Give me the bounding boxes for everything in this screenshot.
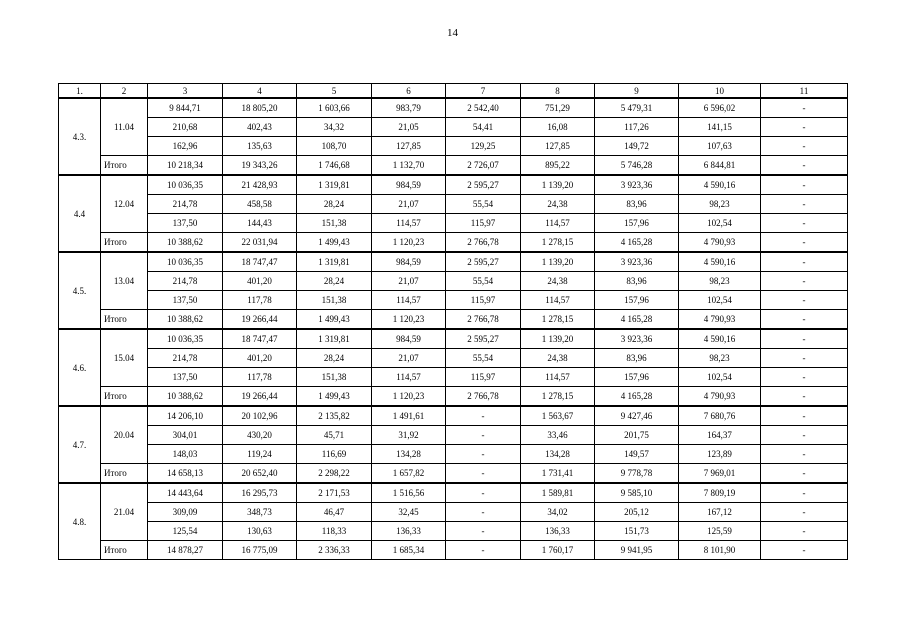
total-value-cell: 20 652,40: [223, 464, 297, 484]
value-cell: 136,33: [372, 522, 446, 541]
value-cell: 2 595,27: [446, 252, 521, 272]
value-cell: 148,03: [148, 445, 223, 464]
value-cell: 137,50: [148, 291, 223, 310]
value-cell: 28,24: [297, 195, 372, 214]
total-value-cell: 1 685,34: [372, 541, 446, 560]
total-value-cell: 1 120,23: [372, 387, 446, 407]
total-label: Итого: [101, 310, 148, 330]
column-header: 11: [761, 84, 848, 99]
value-cell: -: [761, 329, 848, 349]
value-cell: 114,57: [372, 214, 446, 233]
value-cell: -: [761, 137, 848, 156]
value-cell: 5 479,31: [595, 98, 679, 118]
table-row: [59, 137, 848, 156]
table-row: [59, 349, 848, 368]
value-cell: 214,78: [148, 195, 223, 214]
value-cell: 31,92: [372, 426, 446, 445]
value-cell: 115,97: [446, 214, 521, 233]
total-value-cell: 16 775,09: [223, 541, 297, 560]
value-cell: -: [761, 426, 848, 445]
value-cell: 157,96: [595, 214, 679, 233]
data-table: [58, 83, 848, 560]
value-cell: 130,63: [223, 522, 297, 541]
value-cell: -: [761, 272, 848, 291]
value-cell: 28,24: [297, 349, 372, 368]
total-value-cell: 19 266,44: [223, 387, 297, 407]
value-cell: 119,24: [223, 445, 297, 464]
column-header: 6: [372, 84, 446, 99]
value-cell: 157,96: [595, 291, 679, 310]
total-value-cell: 22 031,94: [223, 233, 297, 253]
total-value-cell: -: [446, 541, 521, 560]
value-cell: 127,85: [521, 137, 595, 156]
value-cell: 118,33: [297, 522, 372, 541]
value-cell: 10 036,35: [148, 252, 223, 272]
total-label: Итого: [101, 464, 148, 484]
value-cell: -: [761, 445, 848, 464]
total-value-cell: 1 731,41: [521, 464, 595, 484]
value-cell: -: [761, 522, 848, 541]
column-header: 7: [446, 84, 521, 99]
section-number: 4.3.: [59, 98, 101, 175]
value-cell: 137,50: [148, 368, 223, 387]
value-cell: 9 844,71: [148, 98, 223, 118]
table-row: [59, 503, 848, 522]
total-value-cell: -: [761, 156, 848, 176]
value-cell: 83,96: [595, 349, 679, 368]
value-cell: 34,32: [297, 118, 372, 137]
value-cell: 1 319,81: [297, 175, 372, 195]
value-cell: 21,07: [372, 195, 446, 214]
date-cell: 11.04: [101, 98, 148, 156]
value-cell: 10 036,35: [148, 175, 223, 195]
section-number: 4.6.: [59, 329, 101, 406]
value-cell: 134,28: [521, 445, 595, 464]
value-cell: 3 923,36: [595, 252, 679, 272]
total-row: [59, 156, 848, 176]
value-cell: 3 923,36: [595, 175, 679, 195]
value-cell: 14 206,10: [148, 406, 223, 426]
total-value-cell: -: [761, 233, 848, 253]
value-cell: 98,23: [679, 349, 761, 368]
value-cell: -: [761, 291, 848, 310]
table-row: [59, 522, 848, 541]
value-cell: 309,09: [148, 503, 223, 522]
value-cell: 10 036,35: [148, 329, 223, 349]
value-cell: 107,63: [679, 137, 761, 156]
table-row: [59, 329, 848, 349]
value-cell: -: [761, 118, 848, 137]
date-cell: 21.04: [101, 483, 148, 541]
total-value-cell: 1 499,43: [297, 233, 372, 253]
value-cell: 117,26: [595, 118, 679, 137]
value-cell: 2 595,27: [446, 329, 521, 349]
value-cell: 116,69: [297, 445, 372, 464]
value-cell: -: [761, 349, 848, 368]
total-row: [59, 233, 848, 253]
total-value-cell: 7 969,01: [679, 464, 761, 484]
total-row: [59, 464, 848, 484]
value-cell: 214,78: [148, 272, 223, 291]
total-value-cell: 2 726,07: [446, 156, 521, 176]
value-cell: 102,54: [679, 368, 761, 387]
total-value-cell: 2 336,33: [297, 541, 372, 560]
value-cell: 46,47: [297, 503, 372, 522]
value-cell: 115,97: [446, 291, 521, 310]
value-cell: -: [761, 175, 848, 195]
value-cell: 3 923,36: [595, 329, 679, 349]
total-value-cell: -: [446, 464, 521, 484]
date-cell: 13.04: [101, 252, 148, 310]
total-label: Итого: [101, 233, 148, 253]
value-cell: 98,23: [679, 195, 761, 214]
value-cell: 123,89: [679, 445, 761, 464]
value-cell: 136,33: [521, 522, 595, 541]
total-label: Итого: [101, 156, 148, 176]
value-cell: 751,29: [521, 98, 595, 118]
total-value-cell: -: [761, 387, 848, 407]
value-cell: 984,59: [372, 175, 446, 195]
column-header: 9: [595, 84, 679, 99]
value-cell: 304,01: [148, 426, 223, 445]
value-cell: 210,68: [148, 118, 223, 137]
value-cell: 32,45: [372, 503, 446, 522]
value-cell: 2 171,53: [297, 483, 372, 503]
value-cell: 201,75: [595, 426, 679, 445]
value-cell: -: [761, 483, 848, 503]
total-value-cell: 4 165,28: [595, 387, 679, 407]
total-value-cell: 2 766,78: [446, 310, 521, 330]
table-row: [59, 98, 848, 118]
value-cell: 401,20: [223, 349, 297, 368]
value-cell: 214,78: [148, 349, 223, 368]
total-value-cell: 895,22: [521, 156, 595, 176]
value-cell: 7 809,19: [679, 483, 761, 503]
value-cell: 157,96: [595, 368, 679, 387]
column-header: 4: [223, 84, 297, 99]
value-cell: 1 319,81: [297, 329, 372, 349]
total-value-cell: 4 790,93: [679, 387, 761, 407]
column-header: 8: [521, 84, 595, 99]
page-number: 14: [447, 27, 458, 39]
value-cell: 18 747,47: [223, 252, 297, 272]
value-cell: 24,38: [521, 195, 595, 214]
value-cell: 1 516,56: [372, 483, 446, 503]
section-number: 4.4: [59, 175, 101, 252]
value-cell: 2 542,40: [446, 98, 521, 118]
total-value-cell: 1 120,23: [372, 310, 446, 330]
value-cell: 9 585,10: [595, 483, 679, 503]
total-label: Итого: [101, 541, 148, 560]
value-cell: -: [761, 214, 848, 233]
value-cell: 430,20: [223, 426, 297, 445]
value-cell: 129,25: [446, 137, 521, 156]
value-cell: 134,28: [372, 445, 446, 464]
value-cell: 162,96: [148, 137, 223, 156]
table-row: [59, 175, 848, 195]
value-cell: 102,54: [679, 291, 761, 310]
total-value-cell: 2 766,78: [446, 233, 521, 253]
value-cell: 1 139,20: [521, 175, 595, 195]
total-row: [59, 541, 848, 560]
total-value-cell: 1 746,68: [297, 156, 372, 176]
value-cell: 149,57: [595, 445, 679, 464]
value-cell: -: [446, 406, 521, 426]
total-value-cell: 6 844,81: [679, 156, 761, 176]
value-cell: 1 319,81: [297, 252, 372, 272]
value-cell: 151,73: [595, 522, 679, 541]
section-number: 4.7.: [59, 406, 101, 483]
value-cell: 1 139,20: [521, 329, 595, 349]
value-cell: -: [761, 195, 848, 214]
value-cell: -: [446, 483, 521, 503]
table-body: [59, 84, 848, 560]
total-value-cell: -: [761, 310, 848, 330]
total-value-cell: 14 878,27: [148, 541, 223, 560]
value-cell: 151,38: [297, 291, 372, 310]
table-row: [59, 368, 848, 387]
value-cell: 54,41: [446, 118, 521, 137]
total-value-cell: 19 266,44: [223, 310, 297, 330]
value-cell: 135,63: [223, 137, 297, 156]
value-cell: 83,96: [595, 272, 679, 291]
value-cell: 114,57: [372, 368, 446, 387]
value-cell: 21 428,93: [223, 175, 297, 195]
value-cell: 6 596,02: [679, 98, 761, 118]
column-header: 5: [297, 84, 372, 99]
value-cell: 4 590,16: [679, 329, 761, 349]
total-value-cell: 10 388,62: [148, 310, 223, 330]
total-value-cell: 1 657,82: [372, 464, 446, 484]
total-value-cell: 5 746,28: [595, 156, 679, 176]
section-number: 4.5.: [59, 252, 101, 329]
value-cell: 1 589,81: [521, 483, 595, 503]
value-cell: 7 680,76: [679, 406, 761, 426]
total-value-cell: 1 278,15: [521, 233, 595, 253]
value-cell: 1 603,66: [297, 98, 372, 118]
value-cell: 34,02: [521, 503, 595, 522]
table-row: [59, 426, 848, 445]
value-cell: 115,97: [446, 368, 521, 387]
value-cell: 98,23: [679, 272, 761, 291]
value-cell: 401,20: [223, 272, 297, 291]
value-cell: 149,72: [595, 137, 679, 156]
value-cell: 144,43: [223, 214, 297, 233]
header-row: [59, 84, 848, 99]
table-row: [59, 214, 848, 233]
date-cell: 12.04: [101, 175, 148, 233]
value-cell: 4 590,16: [679, 252, 761, 272]
value-cell: 151,38: [297, 368, 372, 387]
total-value-cell: 1 132,70: [372, 156, 446, 176]
column-header: 10: [679, 84, 761, 99]
value-cell: 117,78: [223, 368, 297, 387]
value-cell: 28,24: [297, 272, 372, 291]
value-cell: 102,54: [679, 214, 761, 233]
value-cell: 167,12: [679, 503, 761, 522]
total-value-cell: 2 298,22: [297, 464, 372, 484]
table-row: [59, 118, 848, 137]
value-cell: 55,54: [446, 195, 521, 214]
column-header: 3: [148, 84, 223, 99]
value-cell: 20 102,96: [223, 406, 297, 426]
total-row: [59, 310, 848, 330]
value-cell: 114,57: [521, 214, 595, 233]
value-cell: 24,38: [521, 272, 595, 291]
total-value-cell: -: [761, 464, 848, 484]
value-cell: 114,57: [372, 291, 446, 310]
value-cell: 984,59: [372, 329, 446, 349]
value-cell: 16,08: [521, 118, 595, 137]
value-cell: 117,78: [223, 291, 297, 310]
value-cell: -: [446, 426, 521, 445]
value-cell: -: [761, 368, 848, 387]
value-cell: 18 805,20: [223, 98, 297, 118]
value-cell: 4 590,16: [679, 175, 761, 195]
total-value-cell: 4 165,28: [595, 310, 679, 330]
value-cell: 125,54: [148, 522, 223, 541]
total-value-cell: 1 760,17: [521, 541, 595, 560]
value-cell: 18 747,47: [223, 329, 297, 349]
value-cell: 983,79: [372, 98, 446, 118]
total-label: Итого: [101, 387, 148, 407]
total-value-cell: 1 499,43: [297, 310, 372, 330]
value-cell: 151,38: [297, 214, 372, 233]
value-cell: 141,15: [679, 118, 761, 137]
value-cell: 984,59: [372, 252, 446, 272]
total-value-cell: 9 941,95: [595, 541, 679, 560]
total-value-cell: 1 278,15: [521, 310, 595, 330]
value-cell: 2 595,27: [446, 175, 521, 195]
table-row: [59, 483, 848, 503]
value-cell: 127,85: [372, 137, 446, 156]
value-cell: 125,59: [679, 522, 761, 541]
value-cell: 114,57: [521, 291, 595, 310]
value-cell: 1 491,61: [372, 406, 446, 426]
total-row: [59, 387, 848, 407]
table-row: [59, 406, 848, 426]
value-cell: -: [761, 406, 848, 426]
table-row: [59, 445, 848, 464]
value-cell: 458,58: [223, 195, 297, 214]
value-cell: 55,54: [446, 349, 521, 368]
value-cell: -: [446, 522, 521, 541]
table-row: [59, 291, 848, 310]
value-cell: -: [761, 503, 848, 522]
total-value-cell: 1 120,23: [372, 233, 446, 253]
value-cell: 55,54: [446, 272, 521, 291]
value-cell: 348,73: [223, 503, 297, 522]
total-value-cell: 10 388,62: [148, 233, 223, 253]
total-value-cell: 8 101,90: [679, 541, 761, 560]
value-cell: 108,70: [297, 137, 372, 156]
value-cell: 1 563,67: [521, 406, 595, 426]
table-row: [59, 272, 848, 291]
section-number: 4.8.: [59, 483, 101, 560]
total-value-cell: 4 790,93: [679, 310, 761, 330]
total-value-cell: 1 278,15: [521, 387, 595, 407]
value-cell: 9 427,46: [595, 406, 679, 426]
total-value-cell: 9 778,78: [595, 464, 679, 484]
total-value-cell: 4 790,93: [679, 233, 761, 253]
total-value-cell: 1 499,43: [297, 387, 372, 407]
column-header: 2: [101, 84, 148, 99]
value-cell: 2 135,82: [297, 406, 372, 426]
value-cell: 16 295,73: [223, 483, 297, 503]
value-cell: -: [761, 252, 848, 272]
total-value-cell: 10 388,62: [148, 387, 223, 407]
value-cell: 402,43: [223, 118, 297, 137]
date-cell: 15.04: [101, 329, 148, 387]
value-cell: 21,07: [372, 272, 446, 291]
total-value-cell: -: [761, 541, 848, 560]
total-value-cell: 14 658,13: [148, 464, 223, 484]
value-cell: 164,37: [679, 426, 761, 445]
total-value-cell: 2 766,78: [446, 387, 521, 407]
table-row: [59, 252, 848, 272]
value-cell: 137,50: [148, 214, 223, 233]
value-cell: 21,05: [372, 118, 446, 137]
value-cell: 1 139,20: [521, 252, 595, 272]
value-cell: 45,71: [297, 426, 372, 445]
value-cell: 114,57: [521, 368, 595, 387]
value-cell: 33,46: [521, 426, 595, 445]
value-cell: -: [761, 98, 848, 118]
value-cell: 21,07: [372, 349, 446, 368]
column-header: 1.: [59, 84, 101, 99]
value-cell: 205,12: [595, 503, 679, 522]
value-cell: 14 443,64: [148, 483, 223, 503]
date-cell: 20.04: [101, 406, 148, 464]
value-cell: 24,38: [521, 349, 595, 368]
total-value-cell: 10 218,34: [148, 156, 223, 176]
value-cell: 83,96: [595, 195, 679, 214]
table-row: [59, 195, 848, 214]
value-cell: -: [446, 445, 521, 464]
total-value-cell: 4 165,28: [595, 233, 679, 253]
total-value-cell: 19 343,26: [223, 156, 297, 176]
value-cell: -: [446, 503, 521, 522]
